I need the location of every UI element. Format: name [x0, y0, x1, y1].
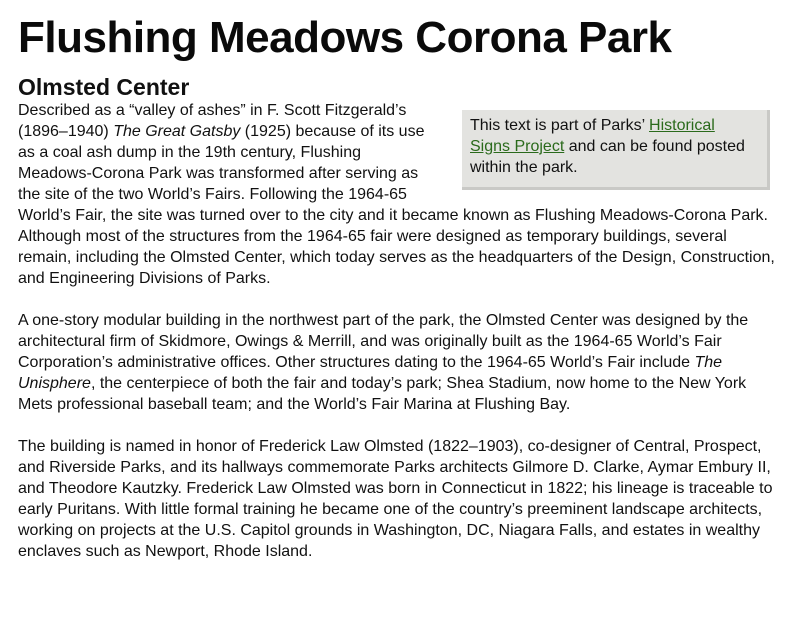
note-text-before: This text is part of Parks’: [470, 117, 650, 134]
note-text-after: and can be found posted within the park.: [470, 138, 745, 176]
paragraph-2-part-2: , the centerpiece of both the fair and today’s park; Shea Stadium, now home to the New York Mets professional baseball team; and the World’s Fair Marina at Flushing Bay.: [18, 375, 747, 413]
historical-signs-project-link[interactable]: Historical Signs Project: [470, 117, 715, 155]
paragraph-2-part-1: A one-story modular building in the northwest part of the park, the Olmsted Center was designed by the architectural firm of Skidmore, Owings & Merrill, and was originally built as the 1964-65 World’s Fair Corporation’s administrative offices. Other structures dating to the 1964-65 World’s Fair include: [18, 312, 749, 371]
unisphere-title: The Unisphere: [18, 354, 723, 392]
paragraph-2: [18, 310, 782, 415]
paragraph-1-part-1: Described as a “valley of ashes” in F. Scott Fitzgerald’s (1896–1940): [18, 102, 407, 140]
section-subtitle: Olmsted Center: [18, 74, 190, 100]
page-title: Flushing Meadows Corona Park: [18, 13, 672, 62]
paragraph-3: The building is named in honor of Frederick Law Olmsted (1822–1903), co-designer of Central, Prospect, and Riverside Parks, and its hallways commemorate Parks architects Gilmore D. Clarke, Aymar Embury II, and Theodore Kautzky. Frederick Law Olmsted was born in Connecticut in 1822; his lineage is traceable to early Puritans. With little formal training he became one of the country’s preeminent landscape architects, working on projects at the U.S. Capitol grounds in Washington, DC, Niagara Falls, and estates in wealthy enclaves such as Newport, Rhode Island.: [18, 438, 773, 560]
historical-signs-note: [462, 110, 770, 190]
book-title-great-gatsby: The Great Gatsby: [113, 123, 241, 140]
paragraph-1-part-2: (1925) because of its use as a coal ash dump in the 19th century, Flushing Meadows-Corona Park was transformed after serving as the site of the two World’s Fairs. Following the 1964-65 World’s Fair, the site was turned over to the city and it became known as Flushing Meadows-Corona Park. Although most of the structures from the 1964-65 fair were designed as temporary buildings, several remain, including the Olmsted Center, which today serves as the headquarters of the Design, Construction, and Engineering Divisions of Parks.: [18, 123, 775, 287]
article-body: [18, 100, 782, 562]
